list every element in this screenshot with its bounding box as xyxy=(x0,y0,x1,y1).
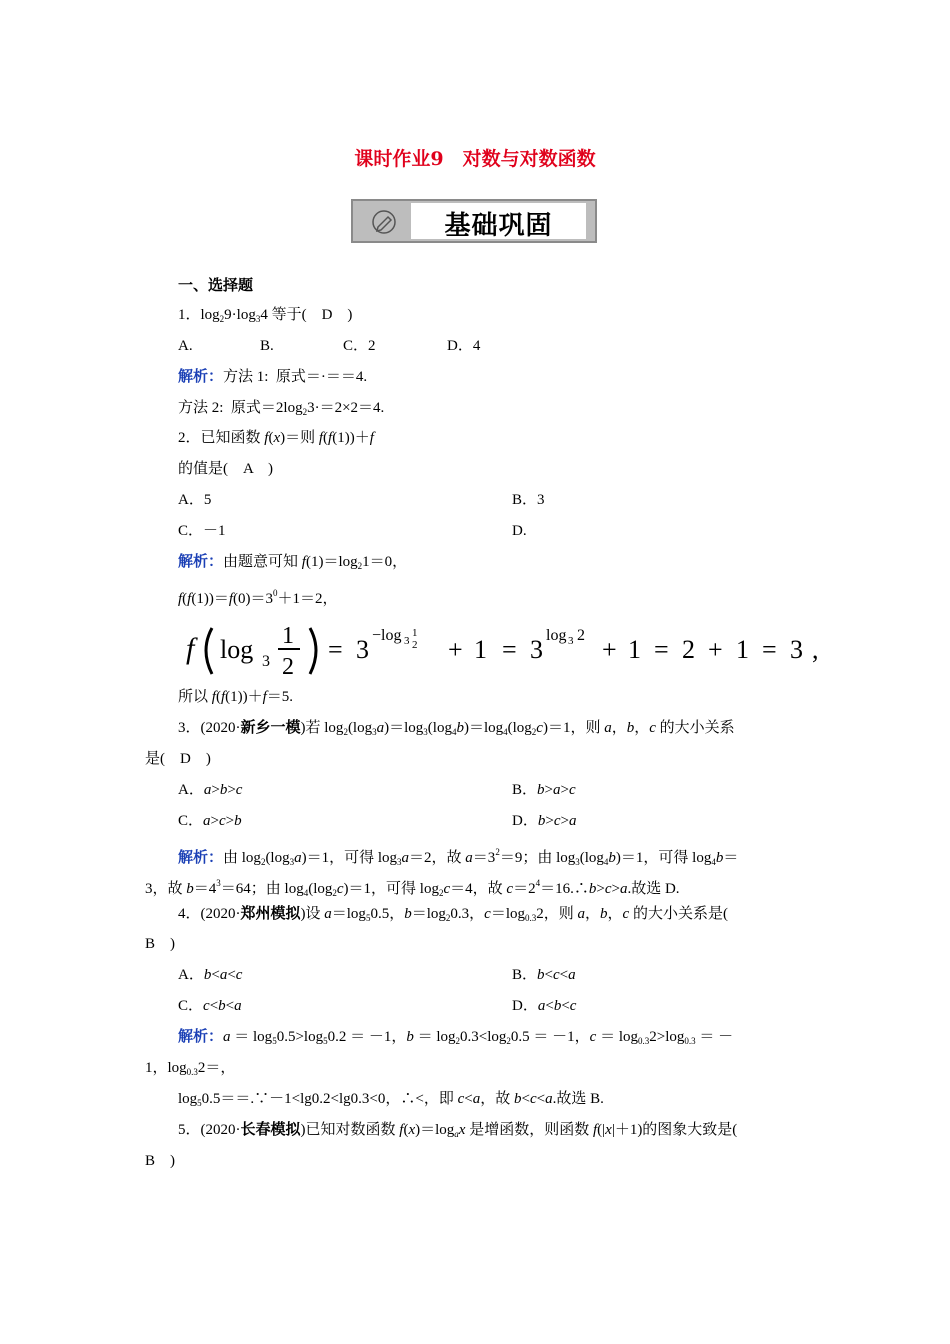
q4-solution-1: 解析：$a = \log_50.5>\log_50.2 = -1$，$b = \log_20.3<\log_20.5 = -1$，$c = \log_{0.3}2>\log_{0.3}$ ＝ － xyxy=(178,1029,734,1046)
svg-text:1: 1 xyxy=(736,635,749,664)
q5-stem-2: B ) xyxy=(145,1153,176,1169)
svg-text:1: 1 xyxy=(628,635,641,664)
q4-option-d: D．a<b<c xyxy=(512,998,577,1014)
q4-solution-2: 1，$\log_{0.3}2=$， xyxy=(145,1060,236,1077)
pencil-icon xyxy=(369,209,399,235)
q1-stem: 1．$\log_29\cdot\log_34$ 等于( D ) xyxy=(178,307,353,324)
q4-option-c: C．c<b<a xyxy=(178,998,242,1014)
q1-solution-1: 解析：方法 1: 原式＝·＝＝4. xyxy=(178,369,368,385)
svg-text:1: 1 xyxy=(474,635,487,664)
svg-text:2: 2 xyxy=(577,627,585,644)
page-title: 课时作业9 对数与对数函数 xyxy=(354,148,596,170)
q3-solution-1: 解析：由 $\log_2(\log_3a)=1$，可得 $\log_3a=2$，故 $a=3^2=9$；由 $\log_3(\log_4b)=1$，可得 $\log_4b=$ xyxy=(178,847,739,867)
svg-text:3: 3 xyxy=(356,635,369,664)
svg-text:2: 2 xyxy=(282,654,294,680)
svg-text:3: 3 xyxy=(262,653,270,670)
svg-text:=: = xyxy=(762,635,777,664)
q3-option-a: A．a>b>c xyxy=(178,782,243,798)
svg-text:=: = xyxy=(328,635,343,664)
q2-solution-3: 所以 f(f(1))＋f＝5. xyxy=(178,689,294,705)
q1-option-a: A. xyxy=(178,338,193,354)
q2-option-b: B．3 xyxy=(512,492,545,508)
svg-text:+: + xyxy=(708,635,723,664)
q1-option-b: B. xyxy=(260,338,274,354)
q2-option-c: C．－1 xyxy=(178,523,226,539)
svg-text:1: 1 xyxy=(412,627,418,639)
svg-text:,: , xyxy=(812,635,819,664)
svg-text:3: 3 xyxy=(404,635,410,647)
svg-text:+: + xyxy=(602,635,617,664)
analysis-label: 解析： xyxy=(178,554,224,570)
analysis-label: 解析： xyxy=(178,850,224,866)
q5-stem: 5．(2020·长春模拟)已知对数函数 $f(x)=\log_ax$ 是增函数，则函数 f(|x|＋1)的图象大致是( xyxy=(178,1122,738,1139)
q2-stem-2: 的值是( A ) xyxy=(178,461,273,477)
q2-option-a: A．5 xyxy=(178,492,212,508)
svg-text:f: f xyxy=(186,632,195,665)
svg-text:3: 3 xyxy=(568,635,574,647)
q1-option-c: C．2 xyxy=(343,338,376,354)
banner-label-box xyxy=(411,203,586,239)
q3-option-b: B．b>a>c xyxy=(512,782,576,798)
svg-text:3: 3 xyxy=(530,635,543,664)
q3-solution-2: 3，故 $b=4^3=64$；由 $\log_4(\log_2c)=1$，可得 $\log_2c=4$，故 $c=2^4=16.\therefore b>c>a$.故选 D. xyxy=(145,878,680,898)
svg-text:2: 2 xyxy=(412,639,418,651)
svg-text:−log: −log xyxy=(372,627,402,644)
svg-text:3: 3 xyxy=(790,635,803,664)
banner-label: 基础巩固 xyxy=(444,211,553,241)
svg-text:1: 1 xyxy=(282,623,294,649)
svg-text:=: = xyxy=(502,635,517,664)
q4-stem: 4．(2020·郑州模拟)设 $a=\log_50.5$，$b=\log_20.3$，$c=\log_{0.3}2$，则 a，b，c 的大小关系是( xyxy=(178,906,728,923)
section-banner xyxy=(351,199,597,243)
svg-text:2: 2 xyxy=(682,635,695,664)
q3-stem: 3．(2020·新乡一模)若 $\log_2(\log_3a)=\log_3(\log_4b)=\log_4(\log_2c)=1$，则 a，b，c 的大小关系 xyxy=(178,720,735,737)
q3-option-c: C．a>c>b xyxy=(178,813,242,829)
q2-solution-1: 解析：由题意可知 $f(1)=\log_21=0$， xyxy=(178,554,408,571)
analysis-label: 解析： xyxy=(178,1029,224,1045)
svg-text:log: log xyxy=(220,635,254,664)
q3-stem-2: 是( D ) xyxy=(145,751,211,767)
analysis-label: 解析： xyxy=(178,369,224,385)
q2-option-d: D. xyxy=(512,523,527,539)
q4-stem-2: B ) xyxy=(145,936,176,952)
q4-option-a: A．b<a<c xyxy=(178,967,243,983)
q3-option-d: D．b>c>a xyxy=(512,813,577,829)
svg-text:=: = xyxy=(654,635,669,664)
q4-option-b: B．b<c<a xyxy=(512,967,576,983)
svg-text:+: + xyxy=(448,635,463,664)
q1-option-d: D．4 xyxy=(447,338,481,354)
q2-formula xyxy=(182,616,842,680)
q2-stem: 2．已知函数 f(x)＝则 f(f(1))＋f xyxy=(178,430,374,446)
q4-solution-3: $\log_50.5==.\because-1<\lg 0.2<\lg 0.3<0$，∴<，即 c<a，故 b<c<a.故选 B. xyxy=(178,1091,604,1108)
svg-text:log: log xyxy=(546,627,567,644)
q1-solution-2: 方法 2: 原式$=2\log_23\cdot=2\times 2=4$. xyxy=(178,400,385,417)
q2-solution-2: $f(f(1))=f(0)=3^0+1=2$， xyxy=(178,588,338,607)
section-heading: 一、选择题 xyxy=(178,278,254,294)
